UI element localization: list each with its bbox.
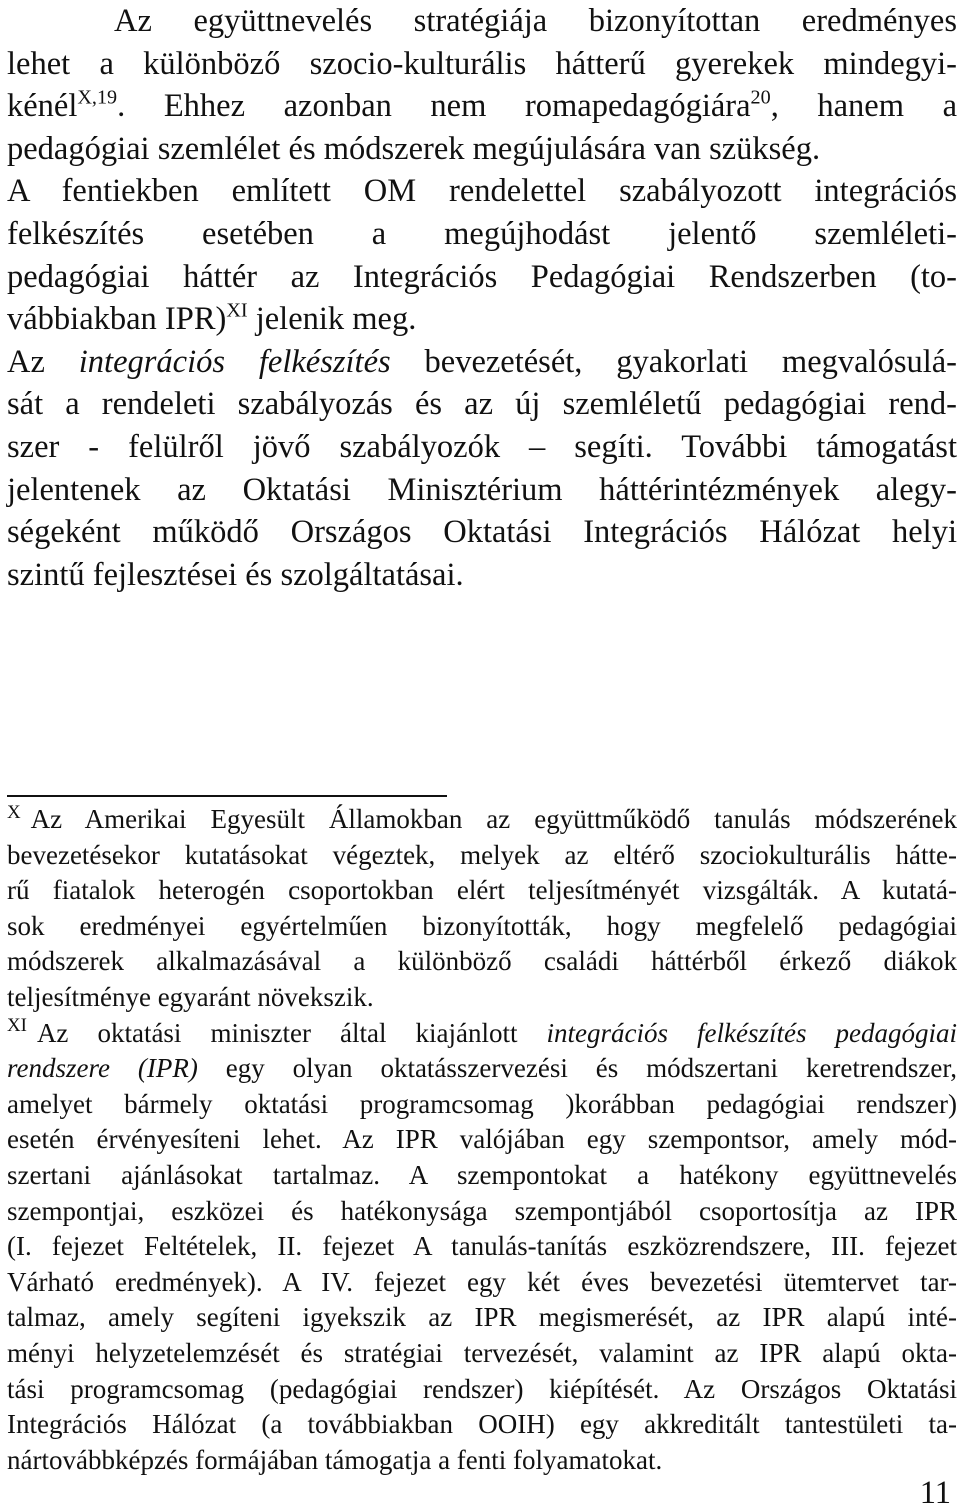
footnote-line: rendszere (IPR) egy olyan oktatásszervezési és módszertani keretrendszer, bbox=[7, 1053, 958, 1084]
footnote-line: sok eredményei egyértelműen bizonyították, hogy megfelelő pedagógiai bbox=[7, 910, 957, 941]
emphasis: integrációs felkészítés pedagógiai bbox=[546, 1017, 958, 1048]
footnote-line: módszerek alkalmazásával a különböző családi háttérből érkező diákok bbox=[7, 946, 957, 977]
footnote-line: Várható eredmények). A IV. fejezet egy két éves bevezetési ütemtervet tar- bbox=[7, 1266, 957, 1297]
footnote-line: $^X$ Az Amerikai Egyesült Államokban az együttműködő tanulás módszerének bbox=[7, 801, 957, 834]
paragraph-line: A fentiekben említett OM rendelettel szabályozott integrációs bbox=[7, 173, 957, 210]
footnote-line: (I. fejezet Feltételek, II. fejezet A tanulás-tanítás eszközrendszere, III. fejezet bbox=[7, 1231, 957, 1262]
footnote-line: szempontjai, eszközei és hatékonysága szempontjából csoportosítja az IPR bbox=[7, 1195, 957, 1226]
footnote-reference: X,19 bbox=[77, 86, 118, 109]
footnote-reference: XI bbox=[226, 299, 248, 322]
paragraph-line: lehet a különböző szocio-kulturális hátterű gyerekek mindegyi- bbox=[7, 45, 957, 82]
footnote-marker: XI bbox=[7, 1015, 27, 1037]
footnote-line: bevezetésekor kutatásokat végeztek, melyek az eltérő szociokulturális hátte- bbox=[7, 839, 957, 870]
footnote-marker: X bbox=[7, 801, 21, 823]
footnote-reference: 20 bbox=[750, 86, 771, 109]
footnote-line: rű fiatalok heterogén csoportokban elért teljesítményét vizsgálták. A kutatá- bbox=[7, 875, 957, 906]
paragraph-line: pedagógiai szemlélet és módszerek megújulására van szükség. bbox=[7, 130, 821, 167]
footnotes bbox=[7, 802, 957, 1478]
footnote-line: $^{XI}$ Az oktatási miniszter által kiajánlott integrációs felkészítés pedagógiai bbox=[7, 1015, 958, 1048]
paragraph-line: Az együttnevelés stratégiája bizonyítottan eredményes bbox=[114, 3, 957, 39]
paragraph-line: ségeként működő Országos Oktatási Integrációs Hálózat helyi bbox=[7, 514, 957, 551]
emphasis: rendszere (IPR) bbox=[7, 1053, 198, 1084]
paragraph-line: pedagógiai háttér az Integrációs Pedagógiai Rendszerben (to- bbox=[7, 258, 957, 295]
emphasis: integrációs felkészítés bbox=[78, 343, 391, 380]
footnote-line: Integrációs Hálózat (a továbbiakban OOIH) egy akkreditált tantestületi ta- bbox=[7, 1409, 957, 1440]
footnote-line: szertani ajánlásokat tartalmaz. A szempontokat a hatékony együttnevelés bbox=[7, 1159, 957, 1190]
footnote-line: amelyet bármely oktatási programcsomag )korábban pedagógiai rendszer) bbox=[7, 1088, 957, 1119]
document-page bbox=[7, 0, 957, 1511]
footnote-line: teljesítménye egyaránt növekszik. bbox=[7, 981, 374, 1012]
main-text bbox=[7, 0, 957, 596]
page-number: 11 bbox=[919, 1475, 951, 1511]
paragraph-line: sát a rendeleti szabályozás és az új szemléletű pedagógiai rend- bbox=[7, 386, 957, 423]
paragraph-line: jelentenek az Oktatási Minisztérium háttérintézmények alegy- bbox=[7, 471, 957, 508]
footnote-line: talmaz, amely segíteni igyekszik az IPR megismerését, az IPR alapú inté- bbox=[7, 1302, 957, 1333]
paragraph-line: Az integrációs felkészítés bevezetését, gyakorlati megvalósulá- bbox=[7, 343, 957, 380]
footnote-line: tási programcsomag (pedagógiai rendszer) kiépítését. Az Országos Oktatási bbox=[7, 1373, 957, 1404]
paragraph-line: szer - felülről jövő szabályozók – segíti. További támogatást bbox=[7, 428, 957, 465]
paragraph-line: szintű fejlesztései és szolgáltatásai. bbox=[7, 556, 464, 593]
paragraph-line: vábbiakban IPR)$^{XI}$ jelenik meg. bbox=[7, 299, 417, 338]
paragraph-line: kénél$^{X,19}$. Ehhez azonban nem romapedagógiára$^{20}$, hanem a bbox=[7, 86, 958, 125]
footnote-separator bbox=[7, 795, 447, 797]
footnote-line: esetén érvényesíteni lehet. Az IPR valójában egy szempontsor, amely mód- bbox=[7, 1124, 957, 1155]
footnote-line: nártovábbképzés formájában támogatja a fenti folyamatokat. bbox=[7, 1444, 663, 1475]
paragraph-line: felkészítés esetében a megújhodást jelentő szemléleti- bbox=[7, 215, 957, 252]
footnote-line: ményi helyzetelemzését és stratégiai tervezését, valamint az IPR alapú okta- bbox=[7, 1337, 957, 1368]
